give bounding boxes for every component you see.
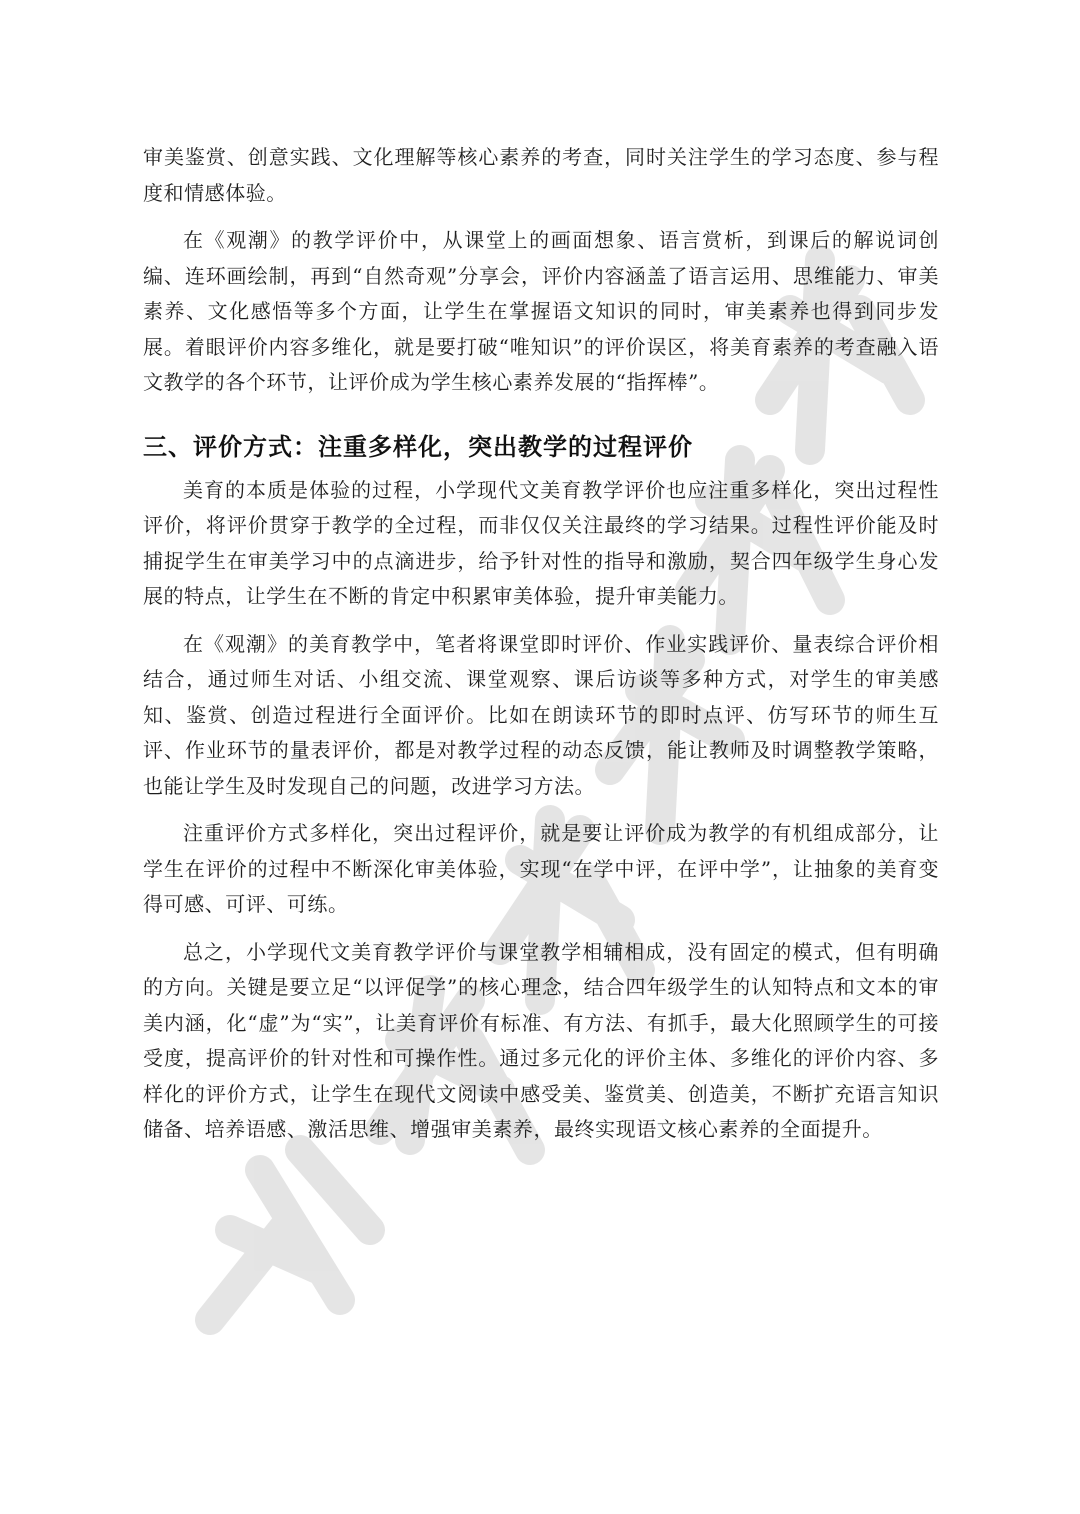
document-body [143, 140, 939, 1160]
section-heading: 三、评价方式：注重多样化，突出教学的过程评价 [143, 432, 693, 461]
paragraph-diverse-evaluation: 注重评价方式多样化，突出过程评价，就是要让评价成为教学的有机组成部分，让学生在评价的过程中不断深化审美体验，实现“在学中评，在评中学”，让抽象的美育变得可感、可评、可练。 [143, 821, 939, 916]
paragraph-conclusion: 总之，小学现代文美育教学评价与课堂教学相辅相成，没有固定的模式，但有明确的方向。关键是要立足“以评促学”的核心理念，结合四年级学生的认知特点和文本的审美内涵，化“虚”为“实”，让美育评价有标准、有方法、有抓手，最大化照顾学生的可接受度，提高评价的针对性和可操作性。通过多元化的评价主体、多维化的评价内容、多样化的评价方式，让学生在现代文阅读中感受美、鉴赏美、创造美，不断扩充语言知识储备、培养语感、激活思维、增强审美素养，最终实现语文核心素养的全面提升。 [143, 939, 939, 1141]
paragraph-continued: 审美鉴赏、创意实践、文化理解等核心素养的考查，同时关注学生的学习态度、参与程度和情感体验。 [143, 145, 939, 205]
paragraph-guanchao-content: 在《观潮》的教学评价中，从课堂上的画面想象、语言赏析，到课后的解说词创编、连环画绘制，再到“自然奇观”分享会，评价内容涵盖了语言运用、思维能力、审美素养、文化感悟等多个方面，让学生在掌握语文知识的同时，审美素养也得到同步发展。着眼评价内容多维化，就是要打破“唯知识”的评价误区，将美育素养的考查融入语文教学的各个环节，让评价成为学生核心素养发展的“指挥棒”。 [143, 228, 939, 394]
paragraph-guanchao-methods: 在《观潮》的美育教学中，笔者将课堂即时评价、作业实践评价、量表综合评价相结合，通过师生对话、小组交流、课堂观察、课后访谈等多种方式，对学生的审美感知、鉴赏、创造过程进行全面评价。比如在朗读环节的即时点评、仿写环节的师生互评、作业环节的量表评价，都是对教学过程的动态反馈，能让教师及时调整教学策略，也能让学生及时发现自己的问题，改进学习方法。 [143, 631, 939, 798]
paragraph-aesthetic-process: 美育的本质是体验的过程，小学现代文美育教学评价也应注重多样化，突出过程性评价，将评价贯穿于教学的全过程，而非仅仅关注最终的学习结果。过程性评价能及时捕捉学生在审美学习中的点滴进步，给予针对性的指导和激励，契合四年级学生身心发展的特点，让学生在不断的肯定中积累审美体验，提升审美能力。 [143, 477, 939, 608]
